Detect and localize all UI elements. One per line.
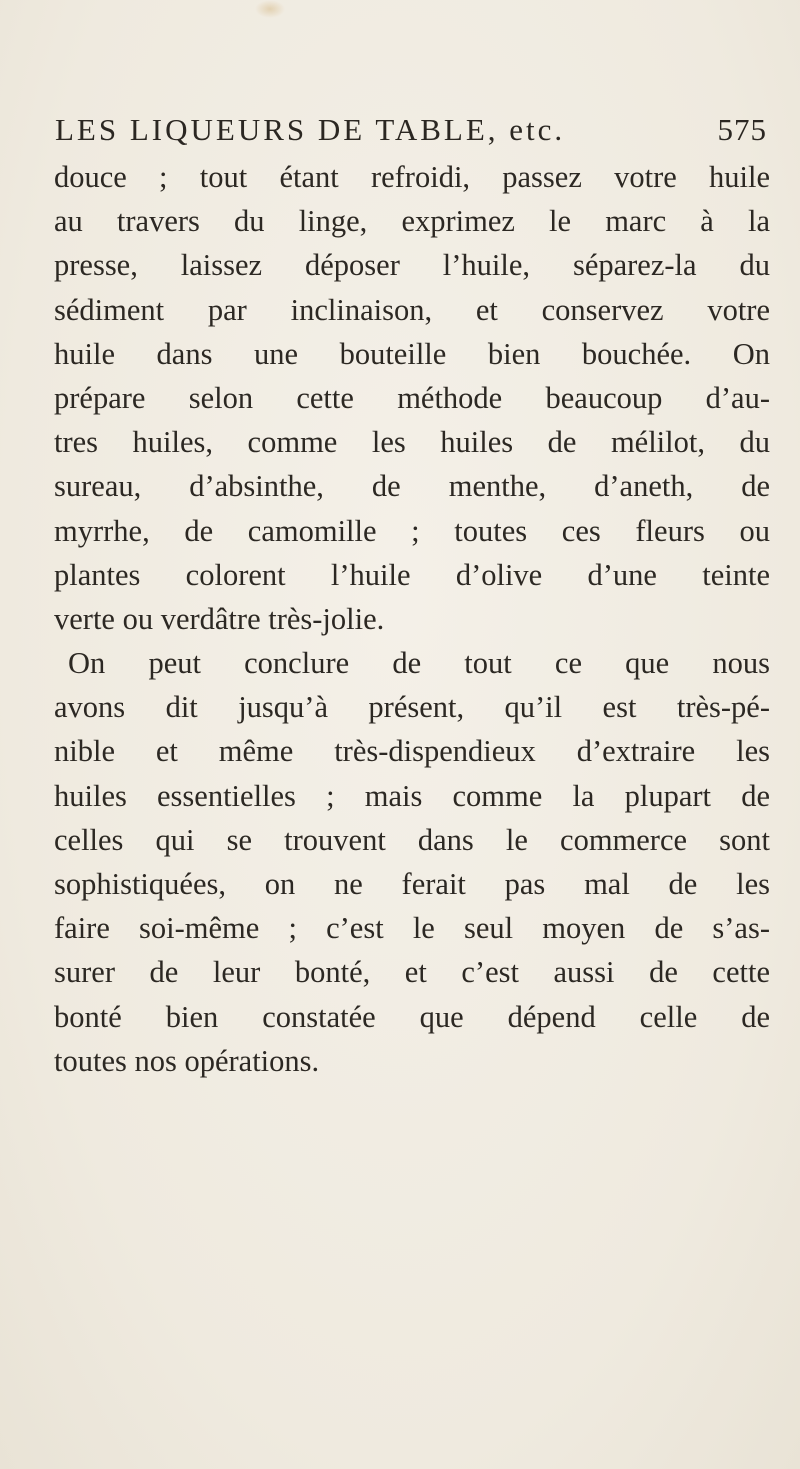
text-line: au travers du linge, exprimez le marc à la [54,204,770,239]
text-line: plantes colorent l’huile d’olive d’une teinte [54,557,770,592]
text-line: tres huiles, comme les huiles de mélilot, du [54,425,770,460]
text-line: faire soi-même ; c’est le seul moyen de s’as- [54,911,770,946]
running-title: LES LIQUEURS DE TABLE, etc. [55,112,566,147]
text-line: celles qui se trouvent dans le commerce sont [54,822,770,857]
text-line: myrrhe, de camomille ; toutes ces fleurs ou [54,513,770,548]
running-header [55,112,767,152]
text-line: surer de leur bonté, et c’est aussi de cette [54,955,770,990]
text-line: huile dans une bouteille bien bouchée. On [54,336,770,371]
page-number: 575 [717,112,767,147]
paragraph-first-line: On peut conclure de tout ce que nous [68,646,770,681]
text-line: sédiment par inclinaison, et conservez votre [54,292,770,327]
paper-stain [255,0,285,18]
body-text [54,155,770,1083]
text-line: prépare selon cette méthode beaucoup d’au- [54,380,770,415]
text-line: avons dit jusqu’à présent, qu’il est très-pé- [54,690,770,725]
text-line: bonté bien constatée que dépend celle de [54,999,770,1034]
text-line: verte ou verdâtre très-jolie. [54,601,385,636]
text-line: toutes nos opérations. [54,1043,320,1078]
text-line: sophistiquées, on ne ferait pas mal de les [54,867,770,901]
text-line: douce ; tout étant refroidi, passez votre huile [54,160,770,194]
text-line: sureau, d’absinthe, de menthe, d’aneth, de [54,469,770,504]
text-line: presse, laissez déposer l’huile, séparez-la du [54,248,770,283]
text-line: nible et même très-dispendieux d’extraire les [54,734,770,769]
text-line: huiles essentielles ; mais comme la plupart de [54,778,770,813]
